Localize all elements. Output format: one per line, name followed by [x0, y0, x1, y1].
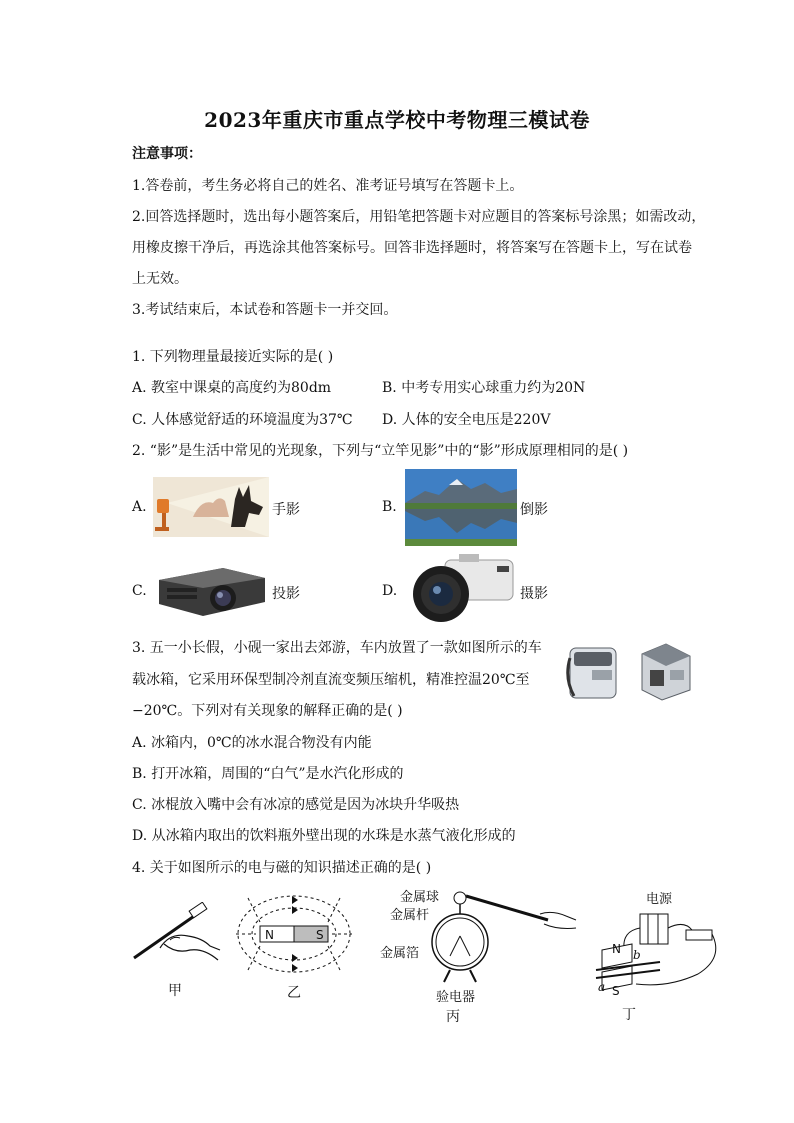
q2-option-a-text: 手影	[272, 502, 300, 518]
q2-option-d-letter: D.	[382, 583, 398, 599]
ding-a-label: a	[598, 980, 606, 994]
q3-option-d: D. 从冰箱内取出的饮料瓶外壁出现的水珠是水蒸气液化形成的	[132, 828, 516, 844]
magnet-s-label: S	[316, 928, 324, 942]
q1-option-a: A. 教室中课桌的高度约为80dm	[132, 380, 332, 396]
camera-image	[405, 552, 517, 624]
q2-option-a-letter: A.	[132, 499, 147, 515]
metal-ball-label: 金属球	[400, 890, 440, 905]
ding-s-label: S	[612, 984, 620, 998]
q1-option-c: C. 人体感觉舒适的环境温度为37℃	[132, 412, 353, 428]
power-source-label: 电源	[646, 892, 673, 907]
figure-bing-electroscope	[420, 886, 580, 986]
magnet-n-label: N	[265, 928, 274, 942]
q3-option-c: C. 冰棍放入嘴中会有冰凉的感觉是因为冰块升华吸热	[132, 797, 460, 813]
metal-rod-label: 金属杆	[390, 908, 430, 923]
q3-option-a: A. 冰箱内，0℃的冰水混合物没有内能	[132, 735, 372, 751]
q1-option-d: D. 人体的安全电压是220V	[382, 412, 551, 428]
q2-option-b-letter: B.	[382, 499, 397, 515]
notice-item-2-line-3: 上无效。	[132, 271, 188, 287]
hand-shadow-image	[153, 477, 269, 537]
notice-item-1: 1.答卷前，考生务必将自己的姓名、准考证号填写在答题卡上。	[132, 178, 524, 194]
q3-stem-line-1: 3. 五一小长假，小砚一家出去郊游，车内放置了一款如图所示的车	[132, 640, 542, 656]
projector-image	[153, 558, 269, 622]
q2-option-c-letter: C.	[132, 583, 147, 599]
q1-stem: 1. 下列物理量最接近实际的是( )	[132, 349, 334, 365]
q4-stem: 4. 关于如图所示的电与磁的知识描述正确的是( )	[132, 860, 432, 876]
ding-n-label: N	[612, 942, 621, 956]
q3-option-b: B. 打开冰箱，周围的“白气”是水汽化形成的	[132, 766, 404, 782]
q2-option-d-text: 摄影	[520, 586, 548, 602]
notice-item-2-line-1: 2.回答选择题时，选出每小题答案后，用铅笔把答题卡对应题目的答案标号涂黑；如需改动，	[132, 209, 706, 225]
q3-stem-line-3: −20℃。下列对有关现象的解释正确的是( )	[132, 703, 403, 719]
notice-item-3: 3.考试结束后，本试卷和答题卡一并交回。	[132, 302, 398, 318]
figure-ding-label: 丁	[622, 1007, 636, 1023]
notice-item-2-line-2: 用橡皮擦干净后，再选涂其他答案标号。回答非选择题时，将答案写在答题卡上，写在试卷	[132, 240, 692, 256]
figure-yi-label: 乙	[287, 985, 301, 1001]
metal-foil-label: 金属箔	[380, 946, 420, 961]
q1-option-b: B. 中考专用实心球重力约为20N	[382, 380, 586, 396]
notice-heading: 注意事项：	[132, 146, 202, 162]
q2-option-b-text: 倒影	[520, 502, 548, 518]
figure-jia-test-pen	[130, 902, 222, 970]
car-fridge-image	[566, 638, 696, 704]
figure-yi-magnet-field	[234, 892, 354, 976]
reflection-image	[405, 469, 517, 546]
q2-option-c-text: 投影	[272, 586, 300, 602]
q3-stem-line-2: 载冰箱，它采用环保型制冷剂直流变频压缩机，精准控温20℃至	[132, 672, 530, 688]
electroscope-label: 验电器	[436, 990, 476, 1005]
page-title: 2023年重庆市重点学校中考物理三模试卷	[204, 108, 590, 132]
figure-jia-label: 甲	[168, 983, 182, 999]
figure-bing-label: 丙	[446, 1009, 460, 1025]
q2-stem: 2. “影”是生活中常见的光现象，下列与“立竿见影”中的“影”形成原理相同的是( )	[132, 443, 629, 459]
ding-b-label: b	[633, 948, 641, 962]
